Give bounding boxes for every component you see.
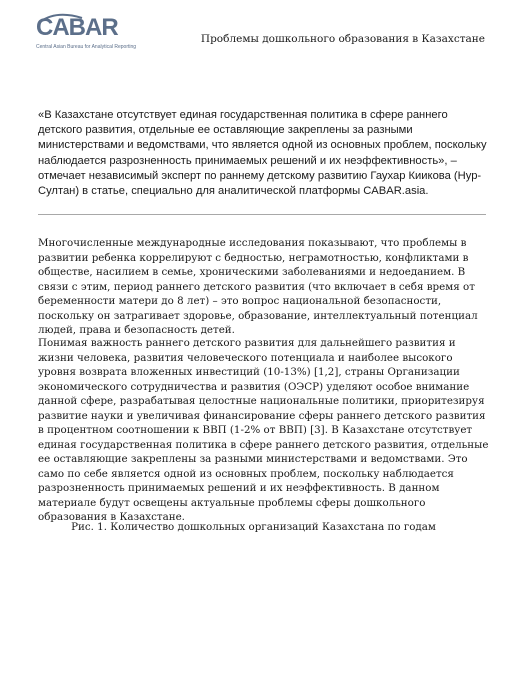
cabar-logo[interactable] [36,14,176,64]
body-paragraph-1: Многочисленные международные исследования показывают, что проблемы в развитии ребенка коррелируют с бедностью, неграмотностью, конфликтами в обществе, насилием в семье, хроническими заболеваниями и недоеданием. В связи с этим, период раннего детского развития (что включает в себя время от беременности матери до 8 лет) – это вопрос национальной безопасности, поскольку он затрагивает здоровье, образование, интеллектуальный потенциал людей, права и безопасность детей. [38,237,478,336]
logo-subtitle: Central Asian Bureau for Analytical Reporting [36,44,137,50]
page-header [0,0,507,80]
figure-caption: Рис. 1. Количество дошкольных организаций Казахстана по годам [71,521,436,533]
body-paragraph-2: Понимая важность раннего детского развития для дальнейшего развития и жизни человека, развития человеческого потенциала и наиболее высокого уровня возврата вложенных инвестиций (10-13%) [1,2], страны Организации экономического сотрудничества и развития (ОЭСР) уделяют особое внимание данной сфере, разрабатывая целостные национальные политики, приоритезируя развитие науки и увеличивая финансирование сферы раннего детского развития в процентном соотношении к ВВП (1-2% от ВВП) [3]. В Казахстане отсутствует единая государственная политика в сфере раннего детского развития, отдельные ее оставляющие закреплены за разными министерствами и ведомствами. Это само по себе является одной из основных проблем, поскольку наблюдается разрозненность принимаемых решений и их неэффективность. В данном материале будут освещены актуальные проблемы сферы дошкольного образования в Казахстане. [38,337,489,523]
logo-wordmark: CABAR [36,14,118,41]
lead-quote: «В Казахстане отсутствует единая государственная политика в сфере раннего детского развития, отдельные ее оставляющие закреплены за разными министерствами и ведомствами, что является одной из основных проблем, поскольку наблюдается разрозненность принимаемых решений и их неэффективность», – отмечает независимый эксперт по раннему детскому развитию Гаухар Киикова (Нур-Султан) в статье, специально для аналитической платформы CABAR.asia. [38,109,487,198]
document-title: Проблемы дошкольного образования в Казахстане [200,33,485,45]
section-divider [38,214,486,215]
